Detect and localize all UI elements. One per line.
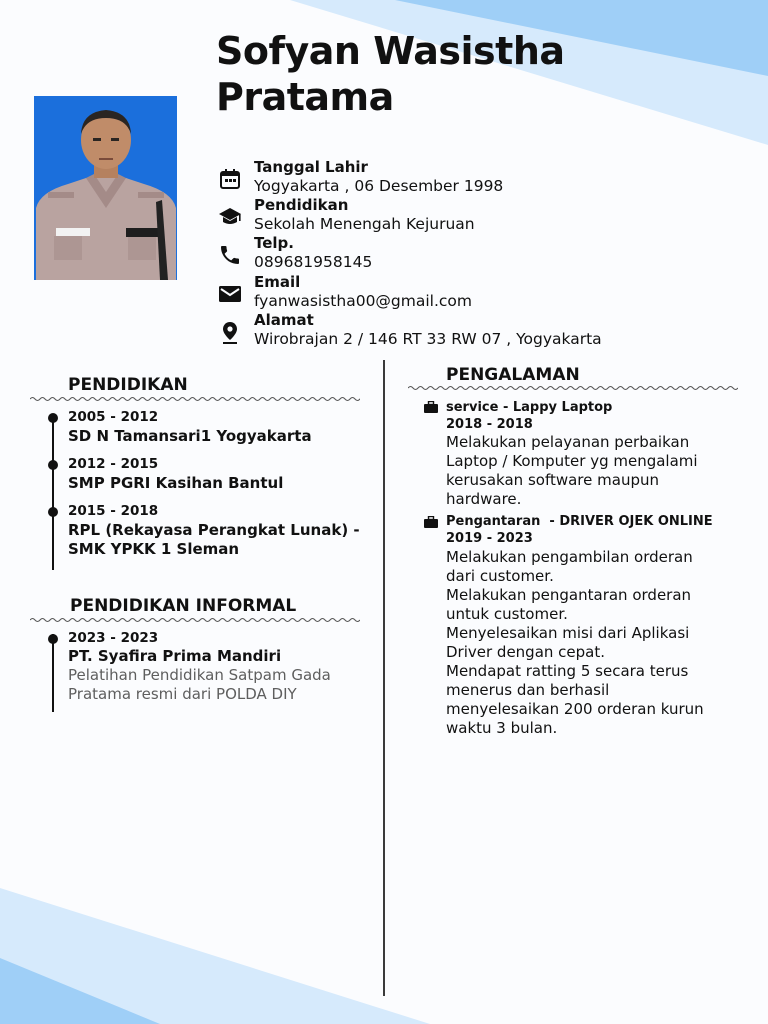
experience-description: waktu 3 bulan.: [446, 719, 558, 737]
informal-timeline-line: [52, 634, 54, 712]
phone-icon: [218, 243, 242, 267]
informal-education-title-underline: [30, 617, 360, 623]
experience-description: Melakukan pengambilan orderan: [446, 548, 693, 566]
education-title: PENDIDIKAN: [68, 375, 188, 395]
experience-description: hardware.: [446, 490, 522, 508]
contact-value: Sekolah Menengah Kejuruan: [254, 215, 475, 233]
contact-education: [216, 196, 736, 234]
graduation-cap-icon: [218, 205, 242, 229]
name-line-2: Pratama: [216, 75, 394, 119]
experience-description: Melakukan pelayanan perbaikan: [446, 433, 690, 451]
experience-period: 2019 - 2023: [446, 531, 533, 546]
experience-description: Driver dengan cepat.: [446, 643, 606, 661]
experience-role: Pengantaran - DRIVER OJEK ONLINE: [446, 514, 713, 529]
name-line-1: Sofyan Wasistha: [216, 29, 565, 73]
experience-description: untuk customer.: [446, 605, 568, 623]
experience-description: Menyelesaikan misi dari Aplikasi: [446, 624, 690, 642]
contact-value: Yogyakarta , 06 Desember 1998: [254, 177, 504, 195]
profile-photo: [34, 96, 177, 280]
education-institution: SMK YPKK 1 Sleman: [68, 540, 240, 558]
timeline-dot: [48, 507, 58, 517]
contact-label: Tanggal Lahir: [254, 158, 368, 176]
briefcase-icon: [424, 401, 438, 413]
education-timeline-line: [52, 414, 54, 570]
experience-description: kerusakan software maupun: [446, 471, 659, 489]
education-period: 2005 - 2012: [68, 409, 159, 425]
timeline-dot: [48, 413, 58, 423]
contact-phone: [216, 234, 736, 272]
informal-education-title: PENDIDIKAN INFORMAL: [70, 596, 297, 616]
education-title-underline: [30, 396, 360, 402]
email-icon: [218, 282, 242, 306]
contact-value: fyanwasistha00@gmail.com: [254, 292, 473, 310]
education-institution: SD N Tamansari1 Yogyakarta: [68, 427, 312, 445]
contact-label: Email: [254, 273, 301, 291]
informal-description: Pratama resmi dari POLDA DIY: [68, 685, 297, 703]
education-period: 2015 - 2018: [68, 503, 159, 519]
person-portrait: [34, 96, 177, 280]
location-pin-icon: [218, 320, 242, 344]
experience-description: menerus dan berhasil: [446, 681, 610, 699]
experience-description: Mendapat ratting 5 secara terus: [446, 662, 689, 680]
experience-description: menyelesaikan 200 orderan kurun: [446, 700, 704, 718]
education-institution: RPL (Rekayasa Perangkat Lunak) -: [68, 521, 360, 539]
calendar-icon: [218, 167, 242, 191]
informal-description: Pelatihan Pendidikan Satpam Gada: [68, 666, 331, 684]
experience-title: PENGALAMAN: [446, 365, 580, 385]
experience-period: 2018 - 2018: [446, 417, 533, 432]
column-divider: [383, 360, 385, 996]
informal-institution: PT. Syafira Prima Mandiri: [68, 647, 282, 665]
contact-value: Wirobrajan 2 / 146 RT 33 RW 07 , Yogyakarta: [254, 330, 602, 348]
experience-description: Laptop / Komputer yg mengalami: [446, 452, 698, 470]
experience-role: service - Lappy Laptop: [446, 400, 613, 415]
contact-birth: [216, 158, 736, 196]
person-name: [216, 28, 565, 120]
experience-title-underline: [408, 385, 738, 391]
education-institution: SMP PGRI Kasihan Bantul: [68, 474, 284, 492]
experience-description: dari customer.: [446, 567, 554, 585]
briefcase-icon: [424, 516, 438, 528]
contact-label: Telp.: [254, 234, 294, 252]
contact-address: [216, 311, 736, 349]
contact-value: 089681958145: [254, 253, 373, 271]
timeline-dot: [48, 634, 58, 644]
contact-label: Alamat: [254, 311, 314, 329]
education-period: 2012 - 2015: [68, 456, 159, 472]
contact-email: [216, 273, 736, 311]
contact-label: Pendidikan: [254, 196, 349, 214]
timeline-dot: [48, 460, 58, 470]
experience-description: Melakukan pengantaran orderan: [446, 586, 692, 604]
informal-period: 2023 - 2023: [68, 630, 159, 646]
